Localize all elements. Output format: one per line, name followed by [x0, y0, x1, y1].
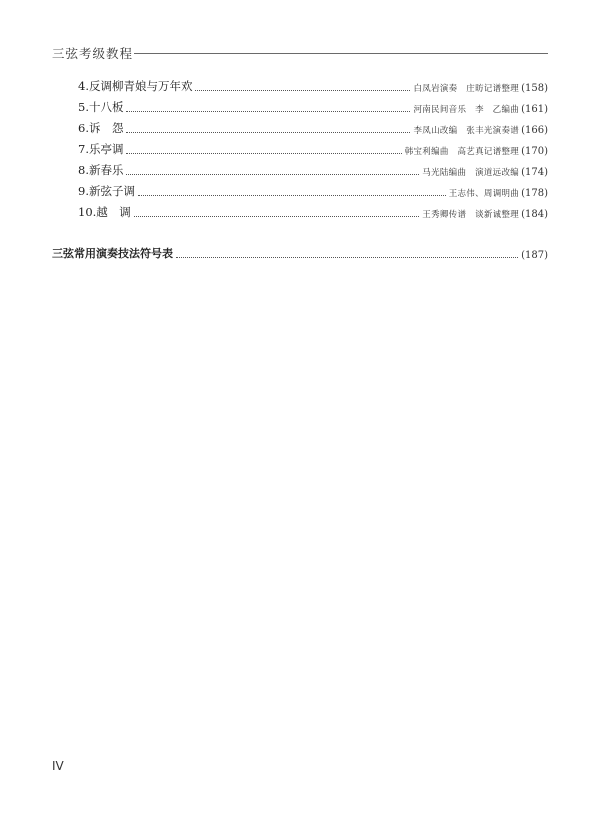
toc-entry-credit: 王志伟、周调明曲: [448, 189, 520, 199]
toc-entry-title: 8.新春乐: [78, 163, 124, 177]
dot-leader: [176, 257, 518, 258]
toc-entry-page: 178: [525, 188, 545, 199]
toc-entry[interactable]: 9.新弦子调 王志伟、周调明曲 (178): [78, 184, 548, 199]
toc-entry-credit: 白凤岩演奏 庄昉记谱整理: [413, 84, 520, 94]
toc-entry-title: 4.反调柳青娘与万年欢: [78, 79, 193, 93]
page-number: IV: [52, 759, 64, 773]
dot-leader: [126, 153, 401, 154]
toc-entry-page: 170: [525, 146, 545, 157]
dot-leader: [126, 132, 410, 133]
toc-entry-title: 7.乐亭调: [78, 142, 124, 156]
book-title: 三弦考级教程: [52, 46, 134, 61]
toc-entry-page: 158: [525, 83, 545, 94]
toc-entry-page: 184: [525, 209, 545, 220]
toc-entry[interactable]: 8.新春乐 马光陆编曲 演道远改编 (174): [78, 163, 548, 178]
dot-leader: [126, 174, 419, 175]
dot-leader: [134, 216, 419, 217]
toc-entry-credit: 河南民间音乐 李 乙编曲: [413, 105, 520, 115]
toc-entry[interactable]: 6.诉 怨 李凤山改编 张丰光演奏谱 (166): [78, 121, 548, 136]
toc-entry-title: 9.新弦子调: [78, 184, 135, 198]
header-rule: [134, 53, 548, 54]
toc-entry-page: 174: [525, 167, 545, 178]
toc-entry-credit: 王秀卿传谱 谈新诚整理: [422, 210, 520, 220]
toc-section-entry[interactable]: 三弦常用演奏技法符号表 (187): [52, 247, 548, 261]
toc-entry-title: 5.十八板: [78, 100, 124, 114]
toc-entry[interactable]: 4.反调柳青娘与万年欢 白凤岩演奏 庄昉记谱整理 (158): [78, 79, 548, 94]
toc-entry-credit: 韩宝利编曲 高艺真记谱整理: [404, 147, 520, 157]
toc-entry-title: 10.越 调: [78, 205, 131, 219]
dot-leader: [138, 195, 446, 196]
dot-leader: [195, 90, 410, 91]
toc-entry-title: 6.诉 怨: [78, 121, 124, 135]
dot-leader: [126, 111, 410, 112]
toc-section-title: 三弦常用演奏技法符号表: [52, 247, 173, 260]
toc-entry-page: 161: [525, 104, 545, 115]
toc-entry[interactable]: 10.越 调 王秀卿传谱 谈新诚整理 (184): [78, 205, 548, 220]
toc-entry-page: 166: [525, 125, 545, 136]
toc-entry[interactable]: 7.乐亭调 韩宝利编曲 高艺真记谱整理 (170): [78, 142, 548, 157]
toc-entry-credit: 李凤山改编 张丰光演奏谱: [413, 126, 520, 136]
toc-entry-credit: 马光陆编曲 演道远改编: [422, 168, 520, 178]
toc-section-page: 187: [525, 250, 545, 261]
toc-entry[interactable]: 5.十八板 河南民间音乐 李 乙编曲 (161): [78, 100, 548, 115]
